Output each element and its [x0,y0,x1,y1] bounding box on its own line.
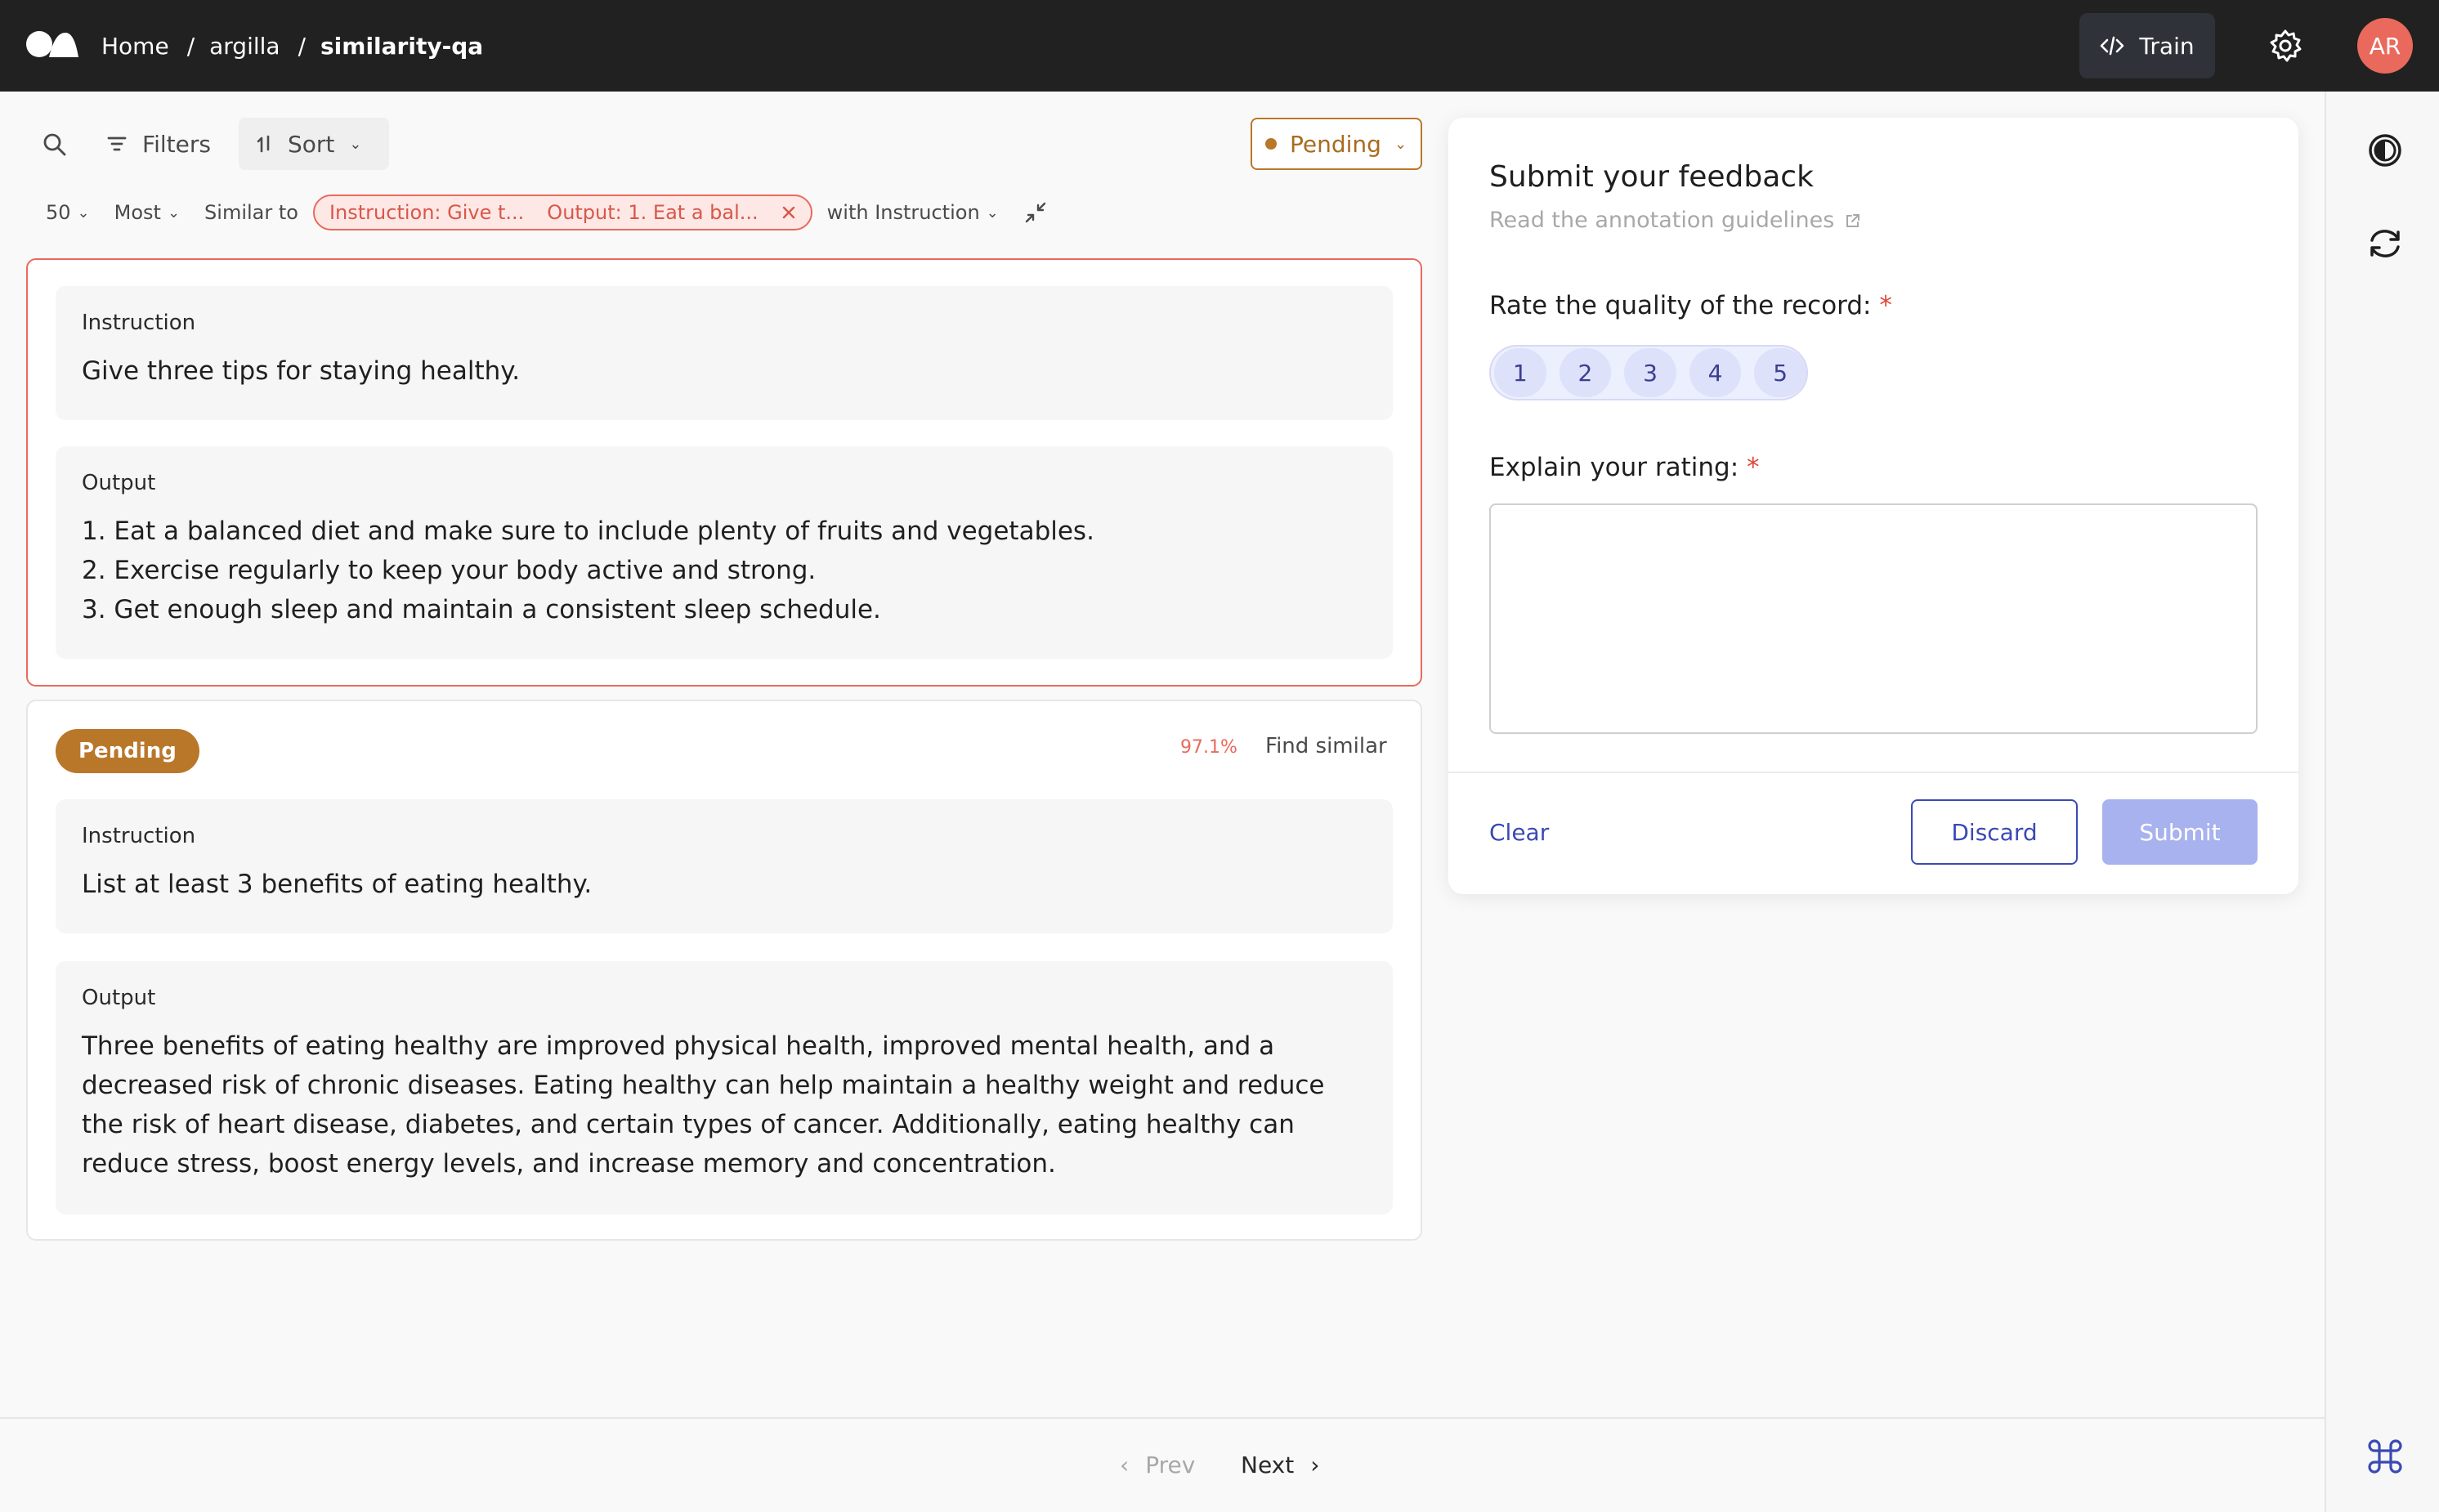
rating-option-3[interactable]: 3 [1624,348,1676,397]
find-similar-button[interactable]: Find similar [1265,734,1387,758]
rating-question-label: Rate the quality of the record: [1489,291,1872,320]
command-icon[interactable] [2367,1438,2403,1474]
field-value: Give three tips for staying healthy. [82,356,521,386]
record-field-output [56,961,1393,1215]
similarity-vector: with Instruction [826,201,980,224]
status-dot [1265,138,1277,150]
guidelines-link[interactable] [1489,208,1862,233]
chevron-down-icon: ⌄ [1394,135,1407,153]
chevron-down-icon: ⌄ [167,204,181,221]
collapse-icon[interactable] [1023,200,1048,225]
similarity-count: 50 [46,201,71,224]
field-value: Three benefits of eating healthy are improved physical health, improved mental health, and a decreased risk of chronic diseases. Eating healthy can help maintain a healthy weight and reduce the risk of heart disease, diabetes, and certain types of cancer. Additionally, eating healthy can reduce stress, boost energy levels, and increase memory and concentration. [82,1031,1325,1179]
gear-icon[interactable] [2267,28,2303,64]
avatar[interactable]: AR [2357,18,2413,74]
breadcrumb-separator: / [186,32,195,60]
similarity-chip[interactable] [313,195,812,230]
discard-button[interactable]: Discard [1911,799,2078,865]
field-label: Output [82,471,156,495]
submit-button[interactable]: Submit [2102,799,2258,865]
rating-question [1489,291,1892,320]
breadcrumb-dataset: similarity-qa [320,32,484,60]
required-mark: * [1879,291,1892,320]
status-selector[interactable] [1251,118,1422,170]
close-icon[interactable] [781,205,796,220]
train-label: Train [2139,32,2195,60]
chevron-right-icon: › [1310,1452,1320,1478]
similarity-score: 97.1% [1180,737,1237,758]
field-label: Instruction [82,311,196,335]
similarity-count-dropdown[interactable] [46,201,90,224]
refresh-icon[interactable] [2367,226,2403,262]
breadcrumb-workspace[interactable]: argilla [209,32,280,60]
field-value: 1. Eat a balanced diet and make sure to include plenty of fruits and vegetables. 2. Exercise regularly to keep your body active and strong. 3. Get enough sleep and maintain a consistent sleep schedule. [82,517,1094,624]
record-card [26,700,1422,1241]
contrast-icon[interactable] [2367,132,2403,168]
chevron-down-icon: ⌄ [349,135,362,153]
field-label: Output [82,986,156,1010]
feedback-title: Submit your feedback [1489,160,1814,194]
status-selector-label: Pending [1290,130,1381,158]
breadcrumb [101,0,483,92]
similar-to-label [204,201,298,224]
reference-record-card [26,258,1422,687]
similarity-bar [46,193,1048,232]
pagination-footer [0,1417,2325,1512]
record-field-output [56,446,1393,659]
panel-divider [1448,772,2298,773]
right-rail [2325,92,2439,1512]
train-button[interactable] [2079,13,2215,78]
field-value: List at least 3 benefits of eating healthy. [82,870,593,899]
sort-icon [257,133,273,154]
rating-option-2[interactable]: 2 [1560,348,1612,397]
sort-button[interactable] [239,118,389,170]
rating-options [1489,345,1808,400]
chevron-left-icon: ‹ [1120,1452,1130,1478]
filter-icon [106,133,128,154]
status-badge: Pending [56,729,199,773]
sort-label: Sort [288,130,335,158]
feedback-panel [1448,118,2298,894]
similarity-order-dropdown[interactable] [114,201,180,224]
rating-option-4[interactable]: 4 [1689,348,1742,397]
search-icon[interactable] [41,131,69,159]
code-icon [2100,34,2124,58]
filters-label: Filters [142,130,211,158]
prev-label: Prev [1145,1452,1196,1478]
field-label: Instruction [82,824,196,848]
similarity-order: Most [114,201,161,224]
guidelines-text: Read the annotation guidelines [1489,208,1835,233]
rating-option-5[interactable]: 5 [1754,348,1806,397]
similarity-vector-dropdown[interactable] [827,201,999,224]
chevron-down-icon: ⌄ [77,204,90,221]
breadcrumb-separator: / [298,32,307,60]
argilla-logo-icon[interactable] [25,28,80,60]
filters-button[interactable] [106,118,211,170]
explanation-question [1489,453,1760,482]
clear-button[interactable]: Clear [1489,819,1550,846]
similar-to-text: Similar to [204,201,298,224]
chip-instruction: Instruction: Give t... [329,201,525,224]
record-field-instruction [56,799,1393,933]
top-bar [0,0,2439,92]
external-link-icon [1844,212,1862,230]
next-button[interactable] [1241,1452,1319,1478]
required-mark: * [1747,453,1760,482]
prev-button[interactable] [1120,1452,1195,1478]
breadcrumb-home[interactable]: Home [101,32,169,60]
explanation-textarea[interactable] [1489,503,2258,734]
explanation-question-label: Explain your rating: [1489,453,1739,482]
chevron-down-icon: ⌄ [986,204,999,221]
chip-output: Output: 1. Eat a bal... [547,201,759,224]
record-field-instruction [56,286,1393,420]
rating-option-1[interactable]: 1 [1494,348,1546,397]
next-label: Next [1241,1452,1295,1478]
